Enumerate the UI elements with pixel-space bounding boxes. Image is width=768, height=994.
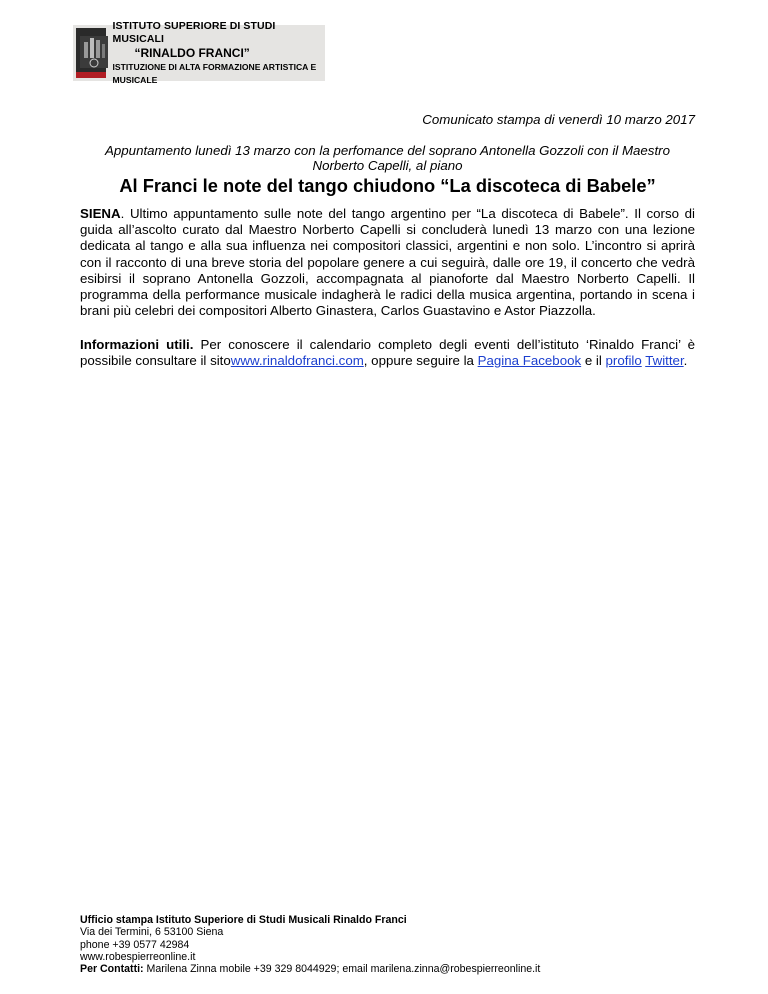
footer-contacts-label: Per Contatti: bbox=[80, 963, 144, 976]
subtitle-line-1: Appuntamento lunedì 13 marzo con la perfomance del soprano Antonella Gozzoli con il Maestro bbox=[105, 143, 670, 158]
footer-contacts bbox=[80, 963, 720, 975]
footer-address: Via dei Termini, 6 53100 Siena bbox=[80, 926, 224, 939]
website-link[interactable]: www.rinaldofranci.com bbox=[230, 353, 364, 369]
institute-logo bbox=[73, 19, 325, 85]
twitter-profile-link-2[interactable]: Twitter bbox=[645, 353, 684, 369]
logo-tagline: ISTITUZIONE DI ALTA FORMAZIONE ARTISTICA E MUSICALE bbox=[112, 61, 317, 85]
twitter-profile-link[interactable]: profilo bbox=[605, 353, 642, 369]
paragraph-main-lead: SIENA bbox=[80, 206, 121, 221]
paragraph-info bbox=[80, 337, 695, 369]
subtitle bbox=[80, 143, 695, 173]
paragraph-main-text: . Ultimo appuntamento sulle note del tango argentino per “La discoteca di Babele”. Il corso di guida all’ascolto curato dal Maestro Norberto Capelli si concluderà lunedì 13 marzo con una lezione dedicata al tango e alla sua influenza nei compositori classici, argentini e non solo. L’incontro si aprirà con il racconto di una breve storia del popolare genere a cui seguirà, dalle ore 19, il concerto che vedrà esibirsi il soprano Antonella Gozzoli, accompagnata al pianoforte dal Maestro Norberto Capelli. Il programma della performance musicale indagherà le radici della musica argentina, portando in scena i brani più celebri dei compositori Alberto Ginastera, Carlos Guastavino e Astor Piazzolla. bbox=[80, 206, 695, 319]
footer-title: Ufficio stampa Istituto Superiore di Studi Musicali Rinaldo Franci bbox=[80, 914, 407, 926]
subtitle-line-2: Norberto Capelli, al piano bbox=[312, 158, 463, 173]
paragraph-info-text-1: Per conoscere il calendario completo degli eventi dell’istituto ‘Rinaldo Franci’ è possibile consultare il sito bbox=[80, 337, 695, 369]
logo-school-name: “RINALDO FRANCI” bbox=[134, 45, 250, 60]
paragraph-info-text-3: e il bbox=[581, 353, 606, 369]
paragraph-info-text-2: , oppure seguire la bbox=[363, 353, 478, 369]
logo-emblem-icon bbox=[76, 28, 106, 78]
logo-text bbox=[106, 19, 325, 85]
logo-institute-name: ISTITUTO SUPERIORE DI STUDI MUSICALI bbox=[112, 19, 276, 45]
paragraph-info-lead: Informazioni utili. bbox=[80, 337, 194, 352]
footer-website: www.robespierreonline.it bbox=[80, 950, 196, 963]
footer-contacts-text: Marilena Zinna mobile +39 329 8044929; email marilena.zinna@robespierreonline.it bbox=[143, 963, 541, 976]
paragraph-info-text-5: . bbox=[683, 353, 688, 369]
paragraph-main bbox=[80, 206, 695, 319]
press-office-footer bbox=[80, 914, 720, 975]
press-release-date: Comunicato stampa di venerdì 10 marzo 2017 bbox=[422, 112, 695, 127]
facebook-page-link[interactable]: Pagina Facebook bbox=[477, 353, 582, 369]
footer-phone: phone +39 0577 42984 bbox=[80, 938, 190, 951]
headline: Al Franci le note del tango chiudono “La discoteca di Babele” bbox=[119, 175, 656, 196]
